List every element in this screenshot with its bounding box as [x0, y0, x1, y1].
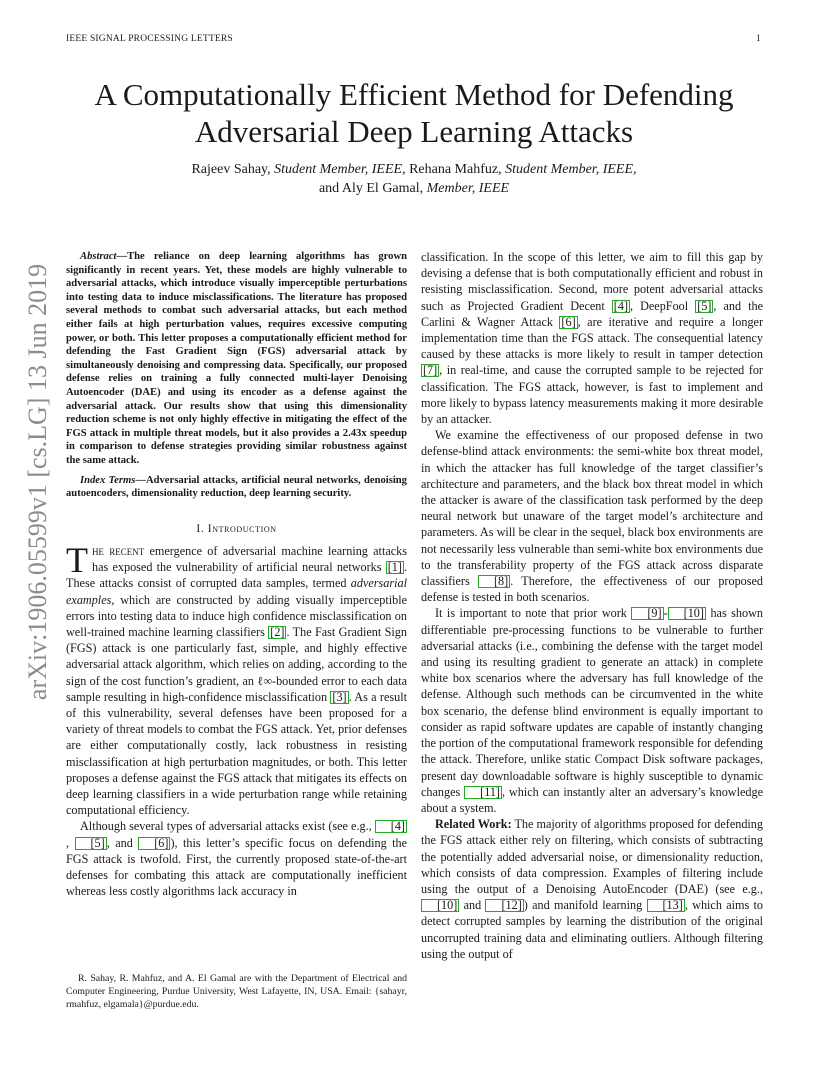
citation-link[interactable]: [12] — [485, 899, 523, 912]
citation-link[interactable]: [8] — [478, 575, 510, 588]
author-name: , Rehana Mahfuz, — [402, 162, 506, 177]
index-terms: Index Terms—Adversarial attacks, artificial neural networks, denoising autoencoders, dimensionality reduction, deep learning security. — [66, 474, 407, 500]
intro-paragraph: The recent emergence of adversarial machine learning attacks has exposed the vulnerability of artificial neural networks [1] . These attacks consist of corrupted data samples, termed adversarial examples, which are constructed by adding visually imperceptible errors into testing data to induce high confidence misclassification on well-trained machine learning classifiers [2] . The Fast Gradient Sign (FGS) attack is one particularly fast, simple, and highly effective adversarial attack algorithm, which relies on adding, according to the sign of the cost function’s gradient, an ℓ∞-bounded error to each data sample resulting in high-confidence misclassification [3] . As a result of this vulnerability, several defenses have been proposed for a variety of threat models to combat the FGS attack. Yet, prior defenses are either computationally costly, lack robustness in resisting misclassification at high perturbation magnitudes, or both. This letter proposes a defense against the FGS attack that mitigates its effects on deep learning classifiers in a wide perturbation range while retaining computational efficiency. — [66, 539, 407, 818]
body-paragraph: It is important to note that prior work [9] - [10] has shown differentiable pre-processing functions to be vulnerable to further adversarial attacks (i.e., combining the defense with the target model and using its resulting gradient to generate an attack) in complete white box scenarios where the adversary has full knowledge of the defense. Although such methods can be circumvented in the white box scenario, the defense blind environment is equally important to consider as rapid software updates are capable of instantly changing the portion of the computational framework responsible for defending the attack. Therefore, unlike static Compact Disk software packages, present day downloadable software is highly susceptible to dynamic changes [11] , which can instantly alter an adversary’s knowledge about a system. — [421, 606, 764, 815]
drop-cap: T — [66, 539, 88, 580]
section-heading: I. Introduction — [196, 522, 277, 535]
body-paragraph: classification. In the scope of this letter, we aim to fill this gap by devising a defense that is both computationally efficient and robust in resisting misclassification. Second, more potent adversarial attacks such as Projected Gradient Decent [4] , DeepFool [5] , and the Carlini & Wagner Attack [6] , are iterative and require a longer implementation time than the FGS attack. The consequential latency caused by these attacks is more likely to result in tamper detection [7] , in real-time, and cause the corrupted sample to be rejected for classification. The FGS attack, however, is fast to implement and more likely to bypass latency measurements making it more desirable by an attacker. — [421, 250, 763, 427]
citation-link[interactable]: [10] — [421, 899, 459, 912]
paper-title: A Computationally Efficient Method for Defending Adversarial Deep Learning Attacks — [94, 77, 734, 149]
right-column — [421, 249, 763, 962]
paragraph-lead: Related Work: — [435, 817, 512, 832]
citation-link[interactable]: [4] — [375, 820, 407, 833]
citation-link[interactable]: [6] — [138, 837, 170, 850]
page-number: 1 — [756, 34, 761, 44]
citation-link[interactable]: [4] — [613, 298, 629, 313]
body-paragraph: We examine the effectiveness of our proposed defense in two defense-blind attack environments: the semi-white box threat model, in which the attacker has full knowledge of the target classifier’s architecture and parameters, and the black box threat model in which the attacker is aware of the classification task performed by the deep neural network but unaware of the target model’s architecture and parameters. As will be clear in the sequel, black box environments are not necessarily less vulnerable than semi-white box environments due to the transferability property of the FGS attack across disparate classifiers [8] . Therefore, the effectiveness of our proposed defense is tested in both scenarios. — [421, 428, 764, 605]
citation-link[interactable]: [5] — [75, 837, 107, 850]
abstract: Abstract—The reliance on deep learning algorithms has grown significantly in recent years. Yet, these models are highly vulnerable to adversarial attacks, which introduce visually imperceptible perturbations into testing data to induce misclassifications. The literature has proposed several methods to combat such adversarial attacks, but each method either fails at high perturbation values, requires excessive computing power, or both. This letter proposes a computationally efficient method for defending the Fast Gradient Sign (FGS) adversarial attack by simultaneously denoising and compressing data. Specifically, our proposed defense relies on training a fully connected multi-layer Denoising Autoencoder (DAE) and using its encoder as a defense against the adversarial attack. Our results show that using this dimensionality reduction scheme is not only highly effective in mitigating the effect of the FGS attack in multiple threat models, but it also provides a 2.43x speedup in comparison to defense strategies providing similar robustness against the same attack. — [66, 251, 407, 466]
citation-link[interactable]: [1] — [387, 560, 402, 575]
body-paragraph: Related Work: The majority of algorithms proposed for defending the FGS attack either rely on filtering, which consists of subtracting the potentially added adversarial noise, or dimensionality reduction, which consists of data compression. Examples of filtering include using the output of a Denoising AutoEncoder (DAE) (see e.g., [10] and [12] ) and manifold learning [13] , which aims to detect corrupted samples by learning the distribution of the original uncorrupted training data and eliminating outliers. Although filtering using the output of — [421, 817, 763, 961]
citation-link[interactable]: [11] — [464, 786, 502, 799]
citation-link[interactable]: [9] — [631, 607, 663, 620]
citation-link[interactable]: [3] — [332, 689, 347, 704]
citation-link[interactable]: [10] — [668, 607, 706, 620]
citation-link[interactable]: [13] — [647, 899, 685, 912]
footnote: R. Sahay, R. Mahfuz, and A. El Gamal are with the Department of Electrical and Computer Engineering, Purdue University, West Lafayette, IN, USA. Email: {sahayr, rmahfuz, elgamala}@purdue.edu. — [66, 973, 407, 1010]
author-affiliation: Member, IEEE — [426, 181, 510, 196]
arxiv-stamp: arXiv:1906.05599v1 [cs.LG] 13 Jun 2019 — [23, 263, 52, 701]
author-name: and Aly El Gamal, — [318, 181, 427, 196]
running-header: IEEE SIGNAL PROCESSING LETTERS — [66, 34, 233, 44]
intro-paragraph: Although several types of adversarial attacks exist (see e.g., [4], [5] , and [6] ), this letter’s specific focus on defending the FGS attack is twofold. First, the currently proposed state-of-the-art defenses for combating this attack are computationally inefficient whereas less costly algorithms lack accuracy in — [66, 819, 407, 899]
author-list — [40, 160, 788, 198]
citation-link[interactable]: [6] — [561, 314, 576, 329]
author-name: Rajeev Sahay, — [191, 162, 275, 177]
citation-link[interactable]: [5] — [697, 298, 712, 313]
left-column — [66, 250, 407, 899]
citation-link[interactable]: [2] — [270, 624, 285, 639]
author-affiliation: Student Member, IEEE, — [505, 162, 637, 177]
author-affiliation: Student Member, IEEE — [274, 162, 403, 177]
citation-link[interactable]: [7] — [423, 363, 438, 378]
